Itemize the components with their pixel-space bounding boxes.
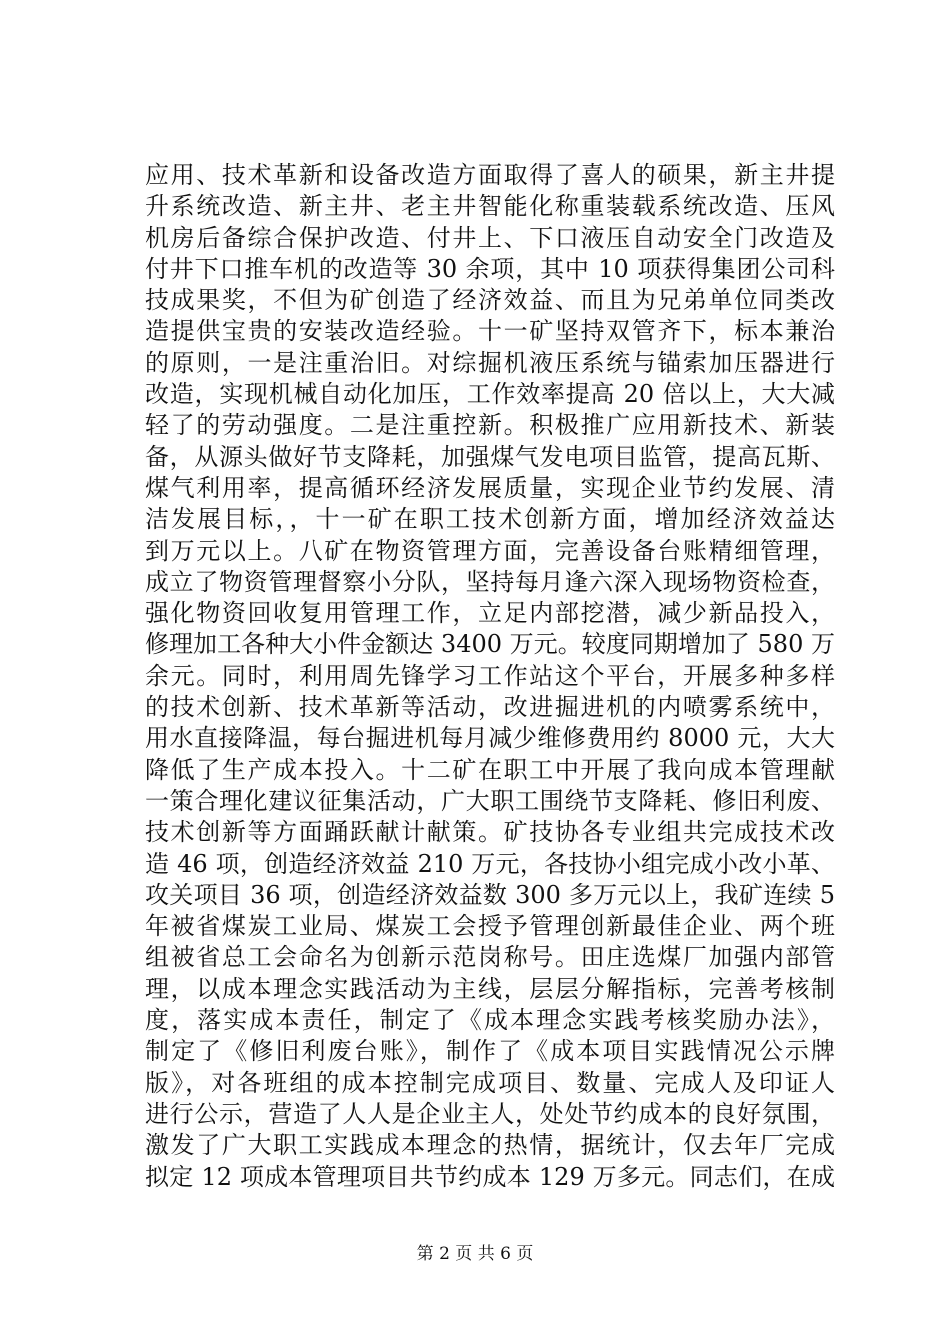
text-line: 的原则，一是注重治旧。对综掘机液压系统与锚索加压器进行 xyxy=(145,348,835,377)
text-line: 到万元以上。八矿在物资管理方面，完善设备台账精细管理， xyxy=(145,536,835,565)
text-line: 攻关项目 36 项，创造经济效益数 300 多万元以上，我矿连续 5 xyxy=(145,880,835,909)
body-paragraph xyxy=(145,160,835,1193)
text-line: 组被省总工会命名为创新示范岗称号。田庄选煤厂加强内部管 xyxy=(145,943,835,972)
text-line: 一策合理化建议征集活动，广大职工围绕节支降耗、修旧利废、 xyxy=(145,786,835,815)
text-line: 煤气利用率，提高循环经济发展质量，实现企业节约发展、清 xyxy=(145,473,835,502)
text-line: 技成果奖，不但为矿创造了经济效益、而且为兄弟单位同类改 xyxy=(145,286,835,315)
text-line: 成立了物资管理督察小分队，坚持每月逢六深入现场物资检查， xyxy=(145,567,835,596)
text-line: 制定了《修旧利废台账》，制作了《成本项目实践情况公示牌 xyxy=(145,1037,835,1066)
text-line: 技术创新等方面踊跃献计献策。矿技协各专业组共完成技术改 xyxy=(145,818,835,847)
text-line: 度，落实成本责任，制定了《成本理念实践考核奖励办法》， xyxy=(145,1006,835,1035)
text-line: 拟定 12 项成本管理项目共节约成本 129 万多元。同志们，在成 xyxy=(145,1162,835,1191)
text-line: 年被省煤炭工业局、煤炭工会授予管理创新最佳企业、两个班 xyxy=(145,912,835,941)
text-line: 理，以成本理念实践活动为主线，层层分解指标，完善考核制 xyxy=(145,974,835,1003)
text-line: 轻了的劳动强度。二是注重控新。积极推广应用新技术、新装 xyxy=(145,411,835,440)
text-line: 的技术创新、技术革新等活动，改进掘进机的内喷雾系统中， xyxy=(145,693,835,722)
text-line: 修理加工各种大小件金额达 3400 万元。较度同期增加了 580 万 xyxy=(145,630,835,659)
text-line: 进行公示，营造了人人是企业主人，处处节约成本的良好氛围， xyxy=(145,1099,835,1128)
text-line: 升系统改造、新主井、老主井智能化称重装载系统改造、压风 xyxy=(145,192,835,221)
page-number-footer: 第 2 页 共 6 页 xyxy=(416,1244,534,1264)
text-line: 用水直接降温，每台掘进机每月减少维修费用约 8000 元，大大 xyxy=(145,724,835,753)
text-line: 应用、技术革新和设备改造方面取得了喜人的硕果，新主井提 xyxy=(145,161,835,189)
text-line: 版》，对各班组的成本控制完成项目、数量、完成人及印证人 xyxy=(145,1068,835,1097)
text-line: 机房后备综合保护改造、付井上、下口液压自动安全门改造及 xyxy=(145,223,835,252)
text-line: 造提供宝贵的安装改造经验。十一矿坚持双管齐下，标本兼治 xyxy=(145,317,835,346)
text-line: 强化物资回收复用管理工作，立足内部挖潜，减少新品投入， xyxy=(145,599,835,628)
text-line: 激发了广大职工实践成本理念的热情，据统计，仅去年厂完成 xyxy=(145,1131,835,1160)
text-line: 改造，实现机械自动化加压，工作效率提高 20 倍以上，大大减 xyxy=(145,380,835,409)
text-line: 降低了生产成本投入。十二矿在职工中开展了我向成本管理献 xyxy=(145,755,835,784)
text-line: 余元。同时，利用周先锋学习工作站这个平台，开展多种多样 xyxy=(145,661,835,690)
text-line: 造 46 项，创造经济效益 210 万元，各技协小组完成小改小革、 xyxy=(145,849,835,878)
text-line: 洁发展目标，，十一矿在职工技术创新方面，增加经济效益达 xyxy=(145,505,835,534)
text-line: 备，从源头做好节支降耗，加强煤气发电项目监管，提高瓦斯、 xyxy=(145,442,835,471)
text-line: 付井下口推车机的改造等 30 余项，其中 10 项获得集团公司科 xyxy=(145,254,835,283)
